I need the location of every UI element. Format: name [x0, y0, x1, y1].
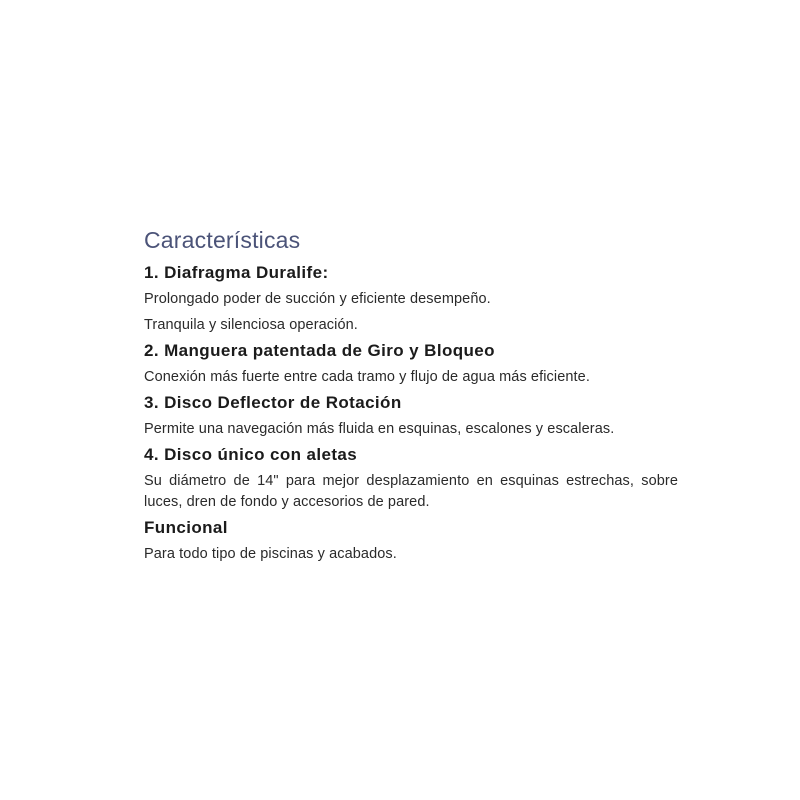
page-title: Características: [144, 227, 301, 253]
section-heading-4: 4. Disco único con aletas: [144, 445, 358, 464]
section-3-paragraph-1: Permite una navegación más fluida en esquinas, escalones y escaleras.: [144, 421, 615, 437]
section-4-paragraph-1: Su diámetro de 14" para mejor desplazamiento en esquinas estrechas, sobre luces, dren de fondo y accesorios de pared.: [144, 473, 678, 510]
section-1-paragraph-1: Prolongado poder de succión y eficiente desempeño.: [144, 291, 491, 307]
section-1-paragraph-2: Tranquila y silenciosa operación.: [144, 317, 358, 333]
section-heading-1: 1. Diafragma Duralife:: [144, 263, 329, 282]
section-5-paragraph-1: Para todo tipo de piscinas y acabados.: [144, 546, 397, 562]
section-heading-3: 3. Disco Deflector de Rotación: [144, 393, 402, 412]
features-block: [144, 226, 678, 565]
section-2-paragraph-1: Conexión más fuerte entre cada tramo y flujo de agua más eficiente.: [144, 369, 590, 385]
section-heading-5: Funcional: [144, 518, 228, 537]
section-heading-2: 2. Manguera patentada de Giro y Bloqueo: [144, 341, 495, 360]
